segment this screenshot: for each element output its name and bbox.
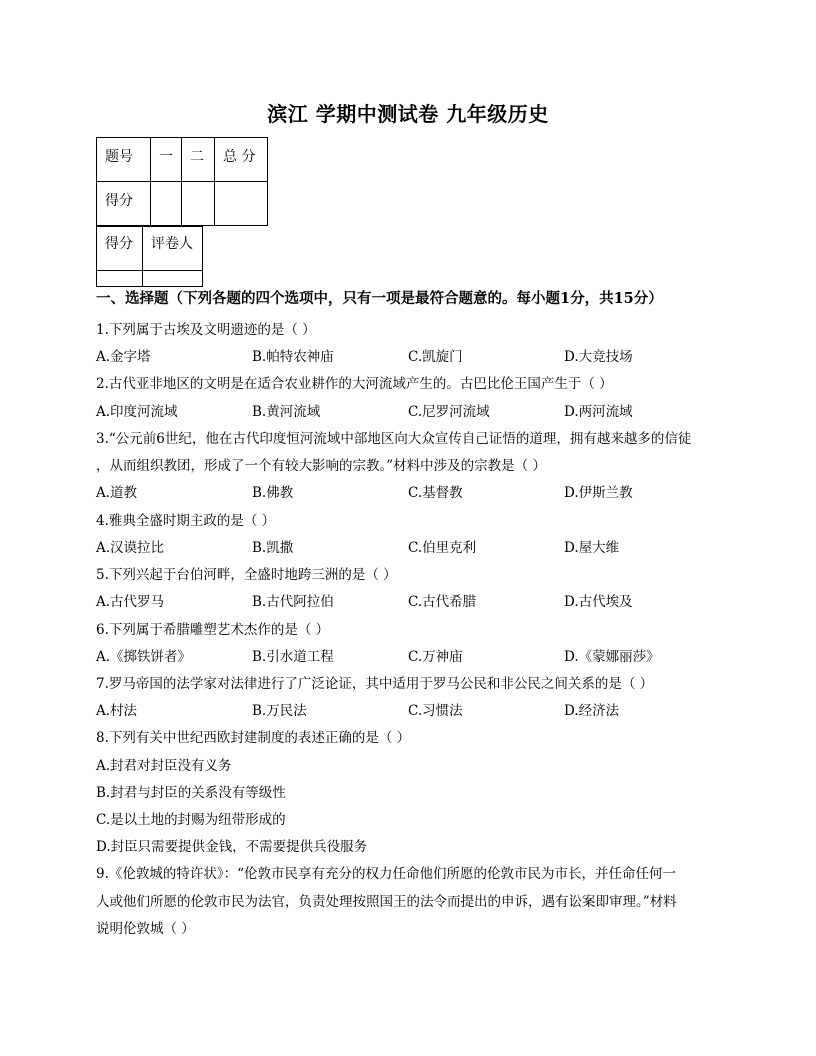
question-stem: 9.《伦敦城的特许状》：“伦敦市民享有充分的权力任命他们所愿的伦敦市民为市长，并任命任何一 <box>96 866 677 882</box>
option-d: D.伊斯兰教 <box>564 485 633 501</box>
option-c: C.万神庙 <box>408 649 463 665</box>
option-c: C.古代希腊 <box>408 594 477 610</box>
question-stem-cont: ，从而组织教团，形成了一个有较大影响的宗教。”材料中涉及的宗教是（ ） <box>96 458 546 474</box>
exam-title: 滨江 学期中测试卷 九年级历史 <box>267 102 549 126</box>
question-stem: 6.下列属于希腊雕塑艺术杰作的是（ ） <box>96 622 330 638</box>
option-a: A.村法 <box>96 703 138 719</box>
option-c: C.基督教 <box>408 485 463 501</box>
question-stem: 5.下列兴起于台伯河畔，全盛时地跨三洲的是（ ） <box>96 567 397 583</box>
question-stem-cont: 人或他们所愿的伦敦市民为法官，负责处理按照国王的法令而提出的申诉，遇有讼案即审理。”材料 <box>96 894 677 910</box>
option-a: A.印度河流域 <box>96 404 178 420</box>
score-row-label: 得分 <box>97 182 151 226</box>
score-table <box>96 137 268 226</box>
grader-reviewer-cell[interactable] <box>143 271 203 287</box>
option-d: D.封臣只需要提供金钱，不需要提供兵役服务 <box>96 839 368 855</box>
option-d: D.屋大维 <box>564 540 620 556</box>
grader-table <box>96 226 203 287</box>
question-stem-cont: 说明伦敦城（ ） <box>96 921 195 937</box>
option-c: C.习惯法 <box>408 703 463 719</box>
option-c: C.尼罗河流域 <box>408 404 490 420</box>
score-header-cell: 一 <box>151 138 182 182</box>
score-cell[interactable] <box>182 182 215 226</box>
question-stem: 2.古代亚非地区的文明是在适合农业耕作的大河流域产生的。古巴比伦王国产生于（ ） <box>96 376 613 392</box>
option-a: A.封君对封臣没有义务 <box>96 758 232 774</box>
score-header-cell: 题号 <box>97 138 151 182</box>
grader-header-score: 得分 <box>97 227 143 271</box>
option-a: A.汉谟拉比 <box>96 540 165 556</box>
grader-score-cell[interactable] <box>97 271 143 287</box>
option-c: C.伯里克利 <box>408 540 477 556</box>
grader-header-reviewer: 评卷人 <box>143 227 203 271</box>
score-cell[interactable] <box>215 182 268 226</box>
option-b: B.黄河流域 <box>252 404 321 420</box>
option-d: D.《蒙娜丽莎》 <box>564 649 660 665</box>
option-d: D.大竞技场 <box>564 349 633 365</box>
score-header-cell: 总 分 <box>215 138 268 182</box>
question-stem: 3.“公元前6世纪，他在古代印度恒河流域中部地区向大众宣传自己证悟的道理，拥有越来越多的信徒 <box>96 431 692 447</box>
option-a: A.金字塔 <box>96 349 151 365</box>
section-heading: 一、选择题（下列各题的四个选项中，只有一项是最符合题意的。每小题1分，共15分） <box>96 290 663 307</box>
option-b: B.万民法 <box>252 703 307 719</box>
option-d: D.古代埃及 <box>564 594 633 610</box>
option-c: C.凯旋门 <box>408 349 463 365</box>
option-b: B.佛教 <box>252 485 294 501</box>
option-b: B.凯撒 <box>252 540 294 556</box>
option-b: B.封君与封臣的关系没有等级性 <box>96 785 286 801</box>
option-d: D.经济法 <box>564 703 620 719</box>
question-stem: 4.雅典全盛时期主政的是（ ） <box>96 513 276 529</box>
option-a: A.古代罗马 <box>96 594 165 610</box>
option-b: B.古代阿拉伯 <box>252 594 334 610</box>
score-cell[interactable] <box>151 182 182 226</box>
option-a: A.《掷铁饼者》 <box>96 649 192 665</box>
option-d: D.两河流域 <box>564 404 633 420</box>
option-a: A.道教 <box>96 485 138 501</box>
score-header-cell: 二 <box>182 138 215 182</box>
option-b: B.引水道工程 <box>252 649 334 665</box>
option-c: C.是以土地的封赐为纽带形成的 <box>96 812 286 828</box>
question-stem: 7.罗马帝国的法学家对法律进行了广泛论证，其中适用于罗马公民和非公民之间关系的是（ ） <box>96 676 654 692</box>
question-stem: 8.下列有关中世纪西欧封建制度的表述正确的是（ ） <box>96 730 411 746</box>
question-stem: 1.下列属于古埃及文明遗迹的是（ ） <box>96 322 316 338</box>
option-b: B.帕特农神庙 <box>252 349 334 365</box>
